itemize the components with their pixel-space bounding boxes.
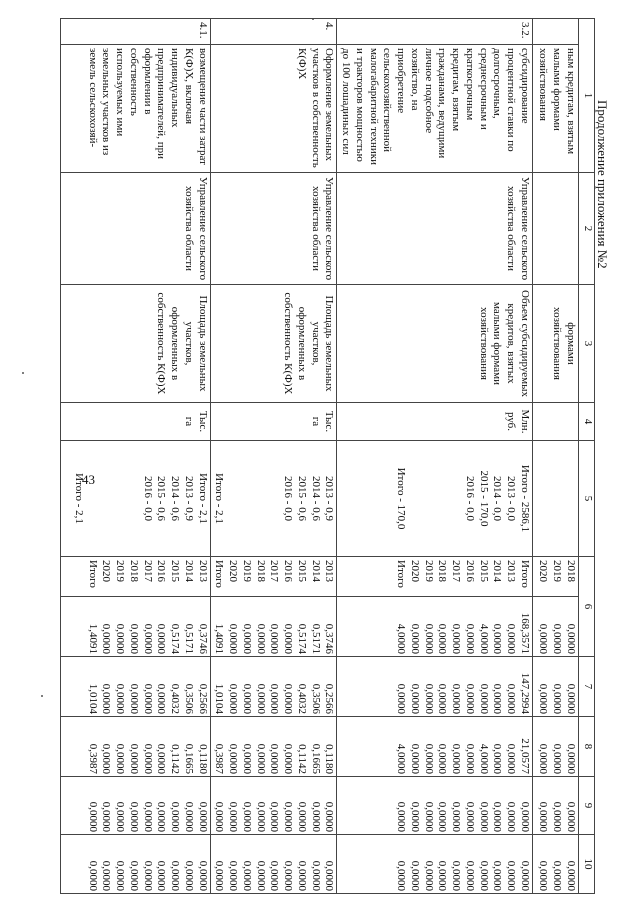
col-10-values: 0,0000 0,0000 0,0000 — [533, 835, 579, 894]
plan-values: Итого - 2,1 2013 - 0,9 2014 - 0,6 2015 - 0,6 2016 - 0,0 Итого - 2,1 — [60, 441, 210, 557]
plan-values: Итого - 2586,1 2013 - 0,0 2014 - 0,0 2015 - 170,0 2016 - 0,0 Итого - 170,0 — [337, 441, 533, 557]
scan-speck — [22, 372, 24, 374]
col-8-values: 0,0000 0,0000 0,0000 — [533, 717, 579, 777]
col-10-values: 0,0000 0,0000 0,0000 0,0000 0,0000 0,0000 0,0000 0,0000 0,0000 — [210, 835, 337, 894]
col-6-values: 0,0000 0,0000 0,0000 — [533, 597, 579, 657]
header-col-4: 4 — [579, 403, 595, 441]
executor — [533, 173, 579, 285]
header-col-9: 9 — [579, 777, 595, 835]
header-col-7: 7 — [579, 657, 595, 717]
table-row — [210, 19, 337, 894]
measure-name: ным кредитам, взятым малыми формами хозяйствования — [533, 45, 579, 173]
col-10-values: 0,0000 0,0000 0,0000 0,0000 0,0000 0,0000 0,0000 0,0000 0,0000 — [60, 835, 210, 894]
col-8-values: 0,1180 0,1665 0,1142 0,0000 0,0000 0,0000 0,0000 0,0000 0,3987 — [210, 717, 337, 777]
table-row — [533, 19, 579, 894]
scan-speck — [41, 695, 43, 697]
years: Итого 2013 2014 2015 2016 2017 2018 2019 2020 Итого — [337, 557, 533, 597]
row-number: 4. — [210, 19, 337, 45]
unit: Тыс. га — [60, 403, 210, 441]
document-title: Продолжение приложения №2 — [595, 100, 610, 269]
col-10-values: 0,0000 0,0000 0,0000 0,0000 0,0000 0,0000 0,0000 0,0000 0,0000 0,0000 — [337, 835, 533, 894]
years: 2013 2014 2015 2016 2017 2018 2019 2020 Итого — [210, 557, 337, 597]
row-number: 4.1. — [60, 19, 210, 45]
col-9-values: 0,0000 0,0000 0,0000 0,0000 0,0000 0,0000 0,0000 0,0000 0,0000 0,0000 — [337, 777, 533, 835]
indicator-name: Площадь земельных участков, оформленных в собственность К(Ф)Х — [60, 285, 210, 403]
table-header-row — [579, 19, 595, 894]
unit: Тыс. га — [210, 403, 337, 441]
header-col-3: 3 — [579, 285, 595, 403]
table-row — [60, 19, 210, 894]
years: 2013 2014 2015 2016 2017 2018 2019 2020 Итого — [60, 557, 210, 597]
col-7-values: 147,2994 0,0000 0,0000 0,0000 0,0000 0,0000 0,0000 0,0000 0,0000 0,0000 — [337, 657, 533, 717]
program-table — [60, 18, 595, 894]
indicator-name: Объем субсидируемых кредитов, взятых малыми формами хозяйствования — [337, 285, 533, 403]
header-col-5: 5 — [579, 441, 595, 557]
unit — [533, 403, 579, 441]
indicator-name: Площадь земельных участков, оформленных в собственность К(Ф)Х — [210, 285, 337, 403]
col-8-values: 0,1180 0,1665 0,1142 0,0000 0,0000 0,0000 0,0000 0,0000 0,3987 — [60, 717, 210, 777]
executor: Управление сельского хозяйства области — [337, 173, 533, 285]
measure-name: возмещение части затрат К(Ф)Х, включая индивидуальных предпринимателей, при оформлении в собственность используемых ими земельных участков из земель сельскохозяй- — [60, 45, 210, 173]
col-7-values: 0,2566 0,3506 0,4032 0,0000 0,0000 0,0000 0,0000 0,0000 1,0104 — [60, 657, 210, 717]
page-number: 43 — [82, 472, 95, 487]
col-6-values: 168,3571 0,0000 0,0000 4,0000 0,0000 0,0000 0,0000 0,0000 0,0000 4,0000 — [337, 597, 533, 657]
executor: Управление сельского хозяйства области — [210, 173, 337, 285]
header-col-10: 10 — [579, 835, 595, 894]
rotated-table-page — [68, 18, 595, 893]
col-6-values: 0,3746 0,5171 0,5174 0,0000 0,0000 0,0000 0,0000 0,0000 1,4091 — [60, 597, 210, 657]
unit: Млн. руб. — [337, 403, 533, 441]
plan-values: 2013 - 0,9 2014 - 0,6 2015 - 0,6 2016 - 0,0 Итого - 2,1 — [210, 441, 337, 557]
plan-values — [533, 441, 579, 557]
col-7-values: 0,0000 0,0000 0,0000 — [533, 657, 579, 717]
row-number — [533, 19, 579, 45]
col-9-values: 0,0000 0,0000 0,0000 0,0000 0,0000 0,0000 0,0000 0,0000 0,0000 — [60, 777, 210, 835]
years: 2018 2019 2020 — [533, 557, 579, 597]
row-number: 3.2. — [337, 19, 533, 45]
header-col-6: 6 — [579, 557, 595, 657]
col-9-values: 0,0000 0,0000 0,0000 0,0000 0,0000 0,0000 0,0000 0,0000 0,0000 — [210, 777, 337, 835]
header-col-8: 8 — [579, 717, 595, 777]
executor: Управление сельского хозяйства области — [60, 173, 210, 285]
measure-name: субсидирование процентной ставки по долгосрочным, среднесрочным и краткосрочным кредитам, взятым гражданами, ведущими личное подсобное хозяйство, на приобретение сельскохозяйственной малогабаритной техники и тракторов мощностью до 100 лошадиных сил — [337, 45, 533, 173]
col-6-values: 0,3746 0,5171 0,5174 0,0000 0,0000 0,0000 0,0000 0,0000 1,4091 — [210, 597, 337, 657]
table-row — [337, 19, 533, 894]
header-col-1: 1 — [579, 19, 595, 173]
col-7-values: 0,2566 0,3506 0,4032 0,0000 0,0000 0,0000 0,0000 0,0000 1,0104 — [210, 657, 337, 717]
measure-name: Оформление земельных участков в собственность К(Ф)Х — [210, 45, 337, 173]
col-8-values: 21,0577 0,0000 0,0000 4,0000 0,0000 0,0000 0,0000 0,0000 0,0000 4,0000 — [337, 717, 533, 777]
header-col-2: 2 — [579, 173, 595, 285]
col-9-values: 0,0000 0,0000 0,0000 — [533, 777, 579, 835]
indicator-name: формами хозяйствования — [533, 285, 579, 403]
